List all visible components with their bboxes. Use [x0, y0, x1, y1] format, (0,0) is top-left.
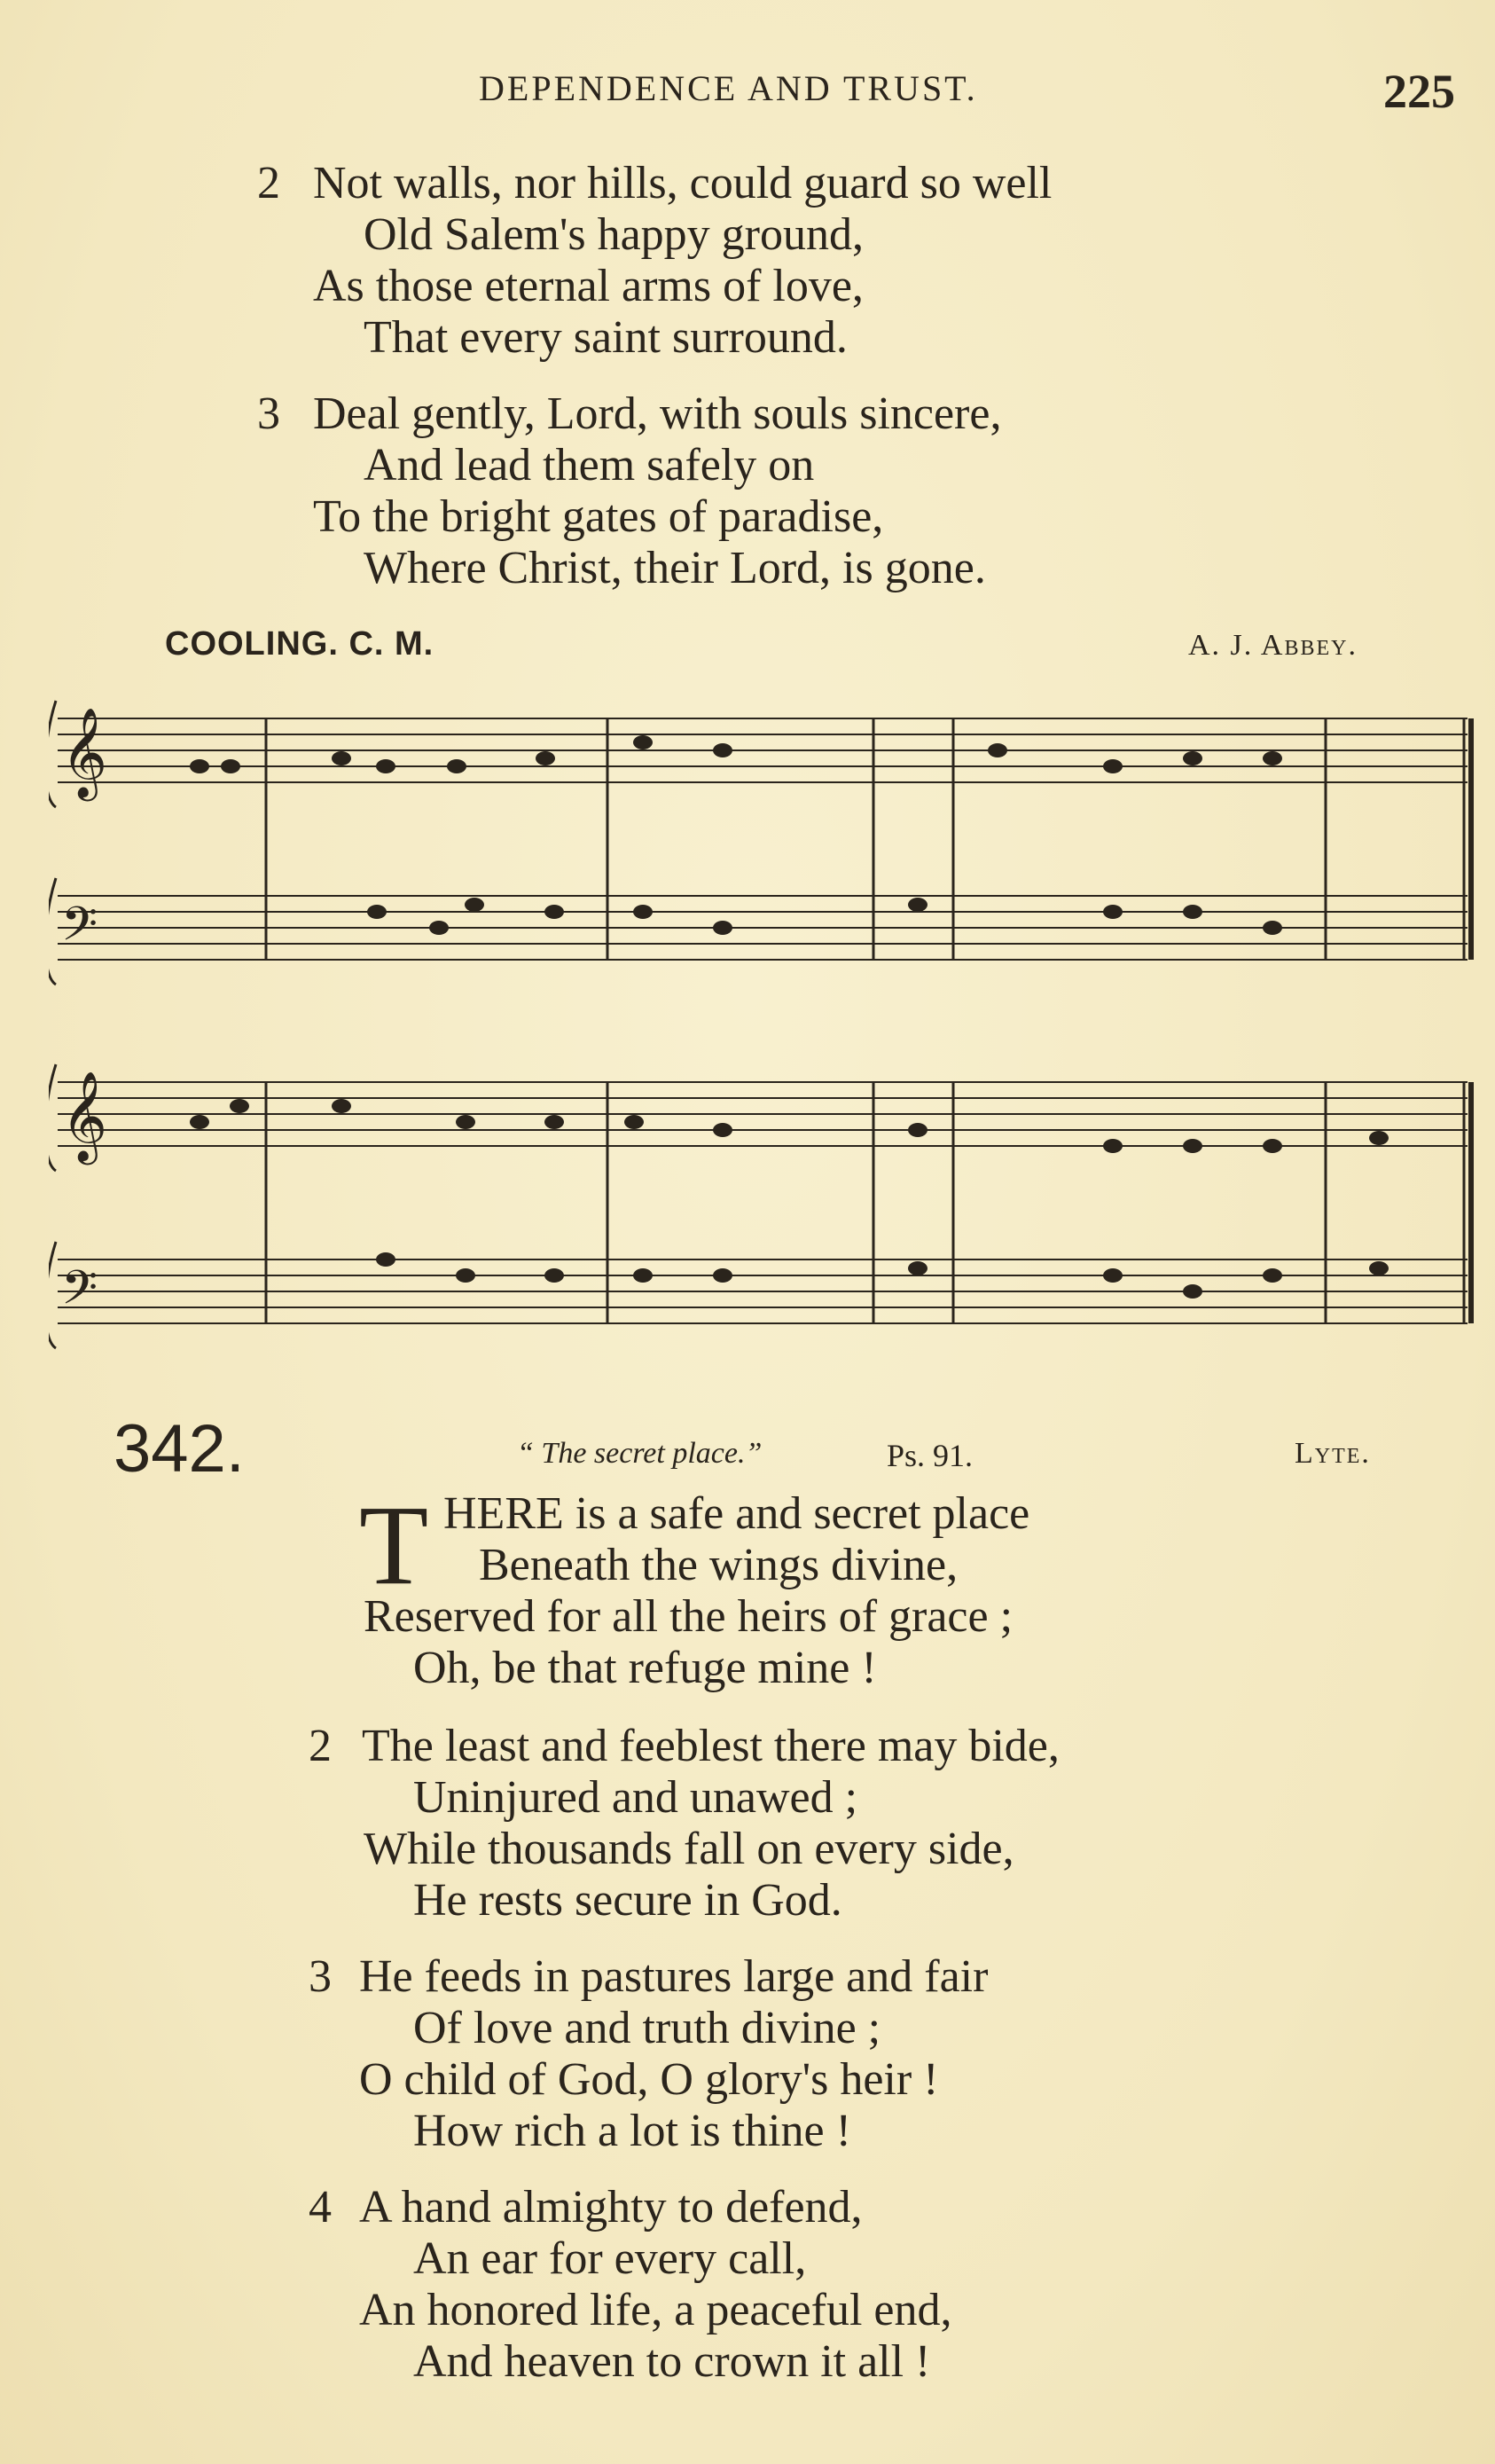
- score-system-2: [49, 1064, 1471, 1348]
- notes: [190, 1099, 1389, 1299]
- stanza-line: Old Salem's happy ground,: [364, 209, 864, 260]
- stanza-line: How rich a lot is thine !: [413, 2106, 851, 2156]
- stanza-line: A hand almighty to defend,: [359, 2182, 863, 2233]
- stanza-number: 2: [257, 158, 280, 208]
- stanza-line: While thousands fall on every side,: [364, 1824, 1014, 1874]
- stanza-line: That every saint surround.: [364, 312, 848, 363]
- page-number: 225: [1383, 65, 1455, 118]
- tune-name: COOLING. C. M.: [165, 625, 434, 663]
- stanza-line: Not walls, nor hills, could guard so well: [313, 158, 1053, 208]
- system-brace: [49, 701, 56, 985]
- stanza-line: Where Christ, their Lord, is gone.: [364, 543, 986, 593]
- music-score: [49, 692, 1476, 1384]
- drop-cap: T: [359, 1482, 429, 1608]
- hymn-header: [0, 1410, 1495, 1490]
- bass-staff: [58, 896, 1468, 960]
- system-brace: [49, 1064, 56, 1348]
- stanza-line: O child of God, O glory's heir !: [359, 2054, 939, 2105]
- treble-staff: [58, 1082, 1468, 1146]
- bass-clef-icon: 𝄢: [61, 898, 98, 963]
- stanza-line: As those eternal arms of love,: [313, 261, 864, 311]
- stanza-line: An honored life, a peaceful end,: [359, 2285, 952, 2335]
- running-title: DEPENDENCE AND TRUST.: [479, 68, 978, 108]
- bass-clef-icon: 𝄢: [61, 1261, 98, 1327]
- stanza-line: Oh, be that refuge mine !: [413, 1643, 877, 1693]
- tune-header: [0, 625, 1495, 679]
- score-system-1: [49, 701, 1471, 985]
- stanza-number: 2: [309, 1721, 332, 1771]
- stanza-number: 3: [309, 1951, 332, 2002]
- running-head: [0, 64, 1495, 117]
- scripture-reference: Ps. 91.: [887, 1438, 974, 1473]
- stanza-line: He feeds in pastures large and fair: [359, 1951, 989, 2002]
- stanza-line: Of love and truth divine ;: [413, 2003, 881, 2053]
- hymn-author: Lyte.: [1295, 1437, 1371, 1470]
- stanza-line: HERE is a safe and secret place: [443, 1488, 1030, 1539]
- stanza-line: An ear for every call,: [413, 2233, 807, 2284]
- stanza-line: The least and feeblest there may bide,: [362, 1721, 1060, 1771]
- stanza-number: 4: [309, 2182, 332, 2233]
- stanza-line: Reserved for all the heirs of grace ;: [364, 1591, 1014, 1642]
- stanza-line: He rests secure in God.: [413, 1875, 842, 1926]
- stanza-line: And lead them safely on: [364, 440, 815, 490]
- stanza-line: And heaven to crown it all !: [413, 2336, 931, 2387]
- treble-clef-icon: 𝄞: [61, 1070, 108, 1161]
- tune-composer: A. J. Abbey.: [1188, 629, 1358, 662]
- bass-staff: [58, 1259, 1468, 1323]
- hymn-epigraph: “ The secret place.”: [517, 1437, 763, 1470]
- treble-clef-icon: 𝄞: [61, 706, 108, 797]
- notes: [190, 735, 1282, 935]
- treble-staff: [58, 718, 1468, 782]
- barlines: [266, 718, 1471, 960]
- barlines: [266, 1082, 1471, 1323]
- hymn-number: 342.: [113, 1411, 245, 1487]
- stanza-line: To the bright gates of paradise,: [313, 491, 884, 542]
- stanza-line: Deal gently, Lord, with souls sincere,: [313, 388, 1002, 439]
- stanza-number: 3: [257, 388, 280, 439]
- stanza-line: Beneath the wings divine,: [479, 1540, 959, 1590]
- stanza-line: Uninjured and unawed ;: [413, 1772, 858, 1823]
